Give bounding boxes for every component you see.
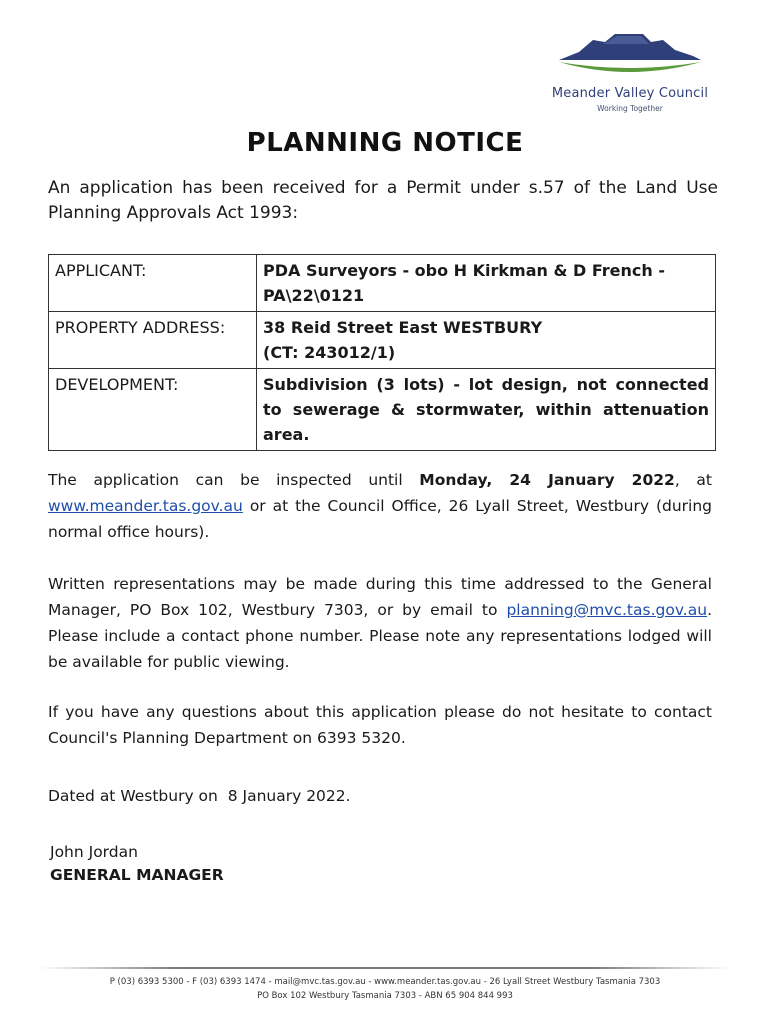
representations-suffix: . Please include a contact phone number. Please note any representations lodged will be available for public viewing. (48, 601, 712, 671)
applicant-value: PDA Surveyors - obo H Kirkman & D French - PA\22\0121 (257, 255, 716, 312)
email-link[interactable]: planning@mvc.tas.gov.au (506, 601, 708, 619)
council-tagline: Working Together (597, 104, 663, 113)
inspection-date: Monday, 24 January 2022 (419, 471, 675, 489)
mountain-logo-icon (557, 30, 703, 86)
inspection-prefix: The application can be inspected until (48, 471, 420, 489)
development-row (49, 369, 716, 451)
questions-paragraph: If you have any questions about this application please do not hesitate to contact Council's Planning Department on 6393 5320. (48, 703, 712, 747)
intro-paragraph: An application has been received for a Permit under s.57 of the Land Use Planning Approvals Act 1993: (48, 178, 718, 223)
applicant-label: APPLICANT: (49, 255, 257, 312)
website-link[interactable]: www.meander.tas.gov.au (48, 497, 243, 515)
footer-divider (40, 967, 730, 969)
council-logo (545, 30, 715, 120)
development-value: Subdivision (3 lots) - lot design, not connected to sewerage & stormwater, within attenuation area. (257, 369, 716, 451)
inspection-paragraph (48, 467, 712, 545)
application-details-table (48, 254, 716, 451)
footer-contact-line: P (03) 6393 5300 - F (03) 6393 1474 - mail@mvc.tas.gov.au - www.meander.tas.gov.au - 26 Lyall Street Westbury Tasmania 7303 (109, 977, 661, 987)
address-value (257, 312, 716, 369)
address-label: PROPERTY ADDRESS: (49, 312, 257, 369)
address-street: 38 Reid Street East WESTBURY (263, 318, 543, 337)
council-name: Meander Valley Council (551, 86, 709, 101)
inspection-middle: , at (674, 471, 712, 489)
inspection-suffix: or at the Council Office, 26 Lyall Street, Westbury (during normal office hours). (48, 497, 712, 541)
representations-paragraph (48, 571, 712, 675)
address-row (49, 312, 716, 369)
applicant-row (49, 255, 716, 312)
address-title-ref: (CT: 243012/1) (263, 343, 396, 362)
representations-prefix: Written representations may be made during this time addressed to the General Manager, PO Box 102, Westbury 7303, or by email to (48, 575, 712, 619)
signatory-name: John Jordan (50, 843, 138, 861)
signatory-title: GENERAL MANAGER (50, 866, 224, 884)
dated-line: Dated at Westbury on 8 January 2022. (48, 787, 351, 805)
development-label: DEVELOPMENT: (49, 369, 257, 451)
notice-title: PLANNING NOTICE (246, 128, 524, 158)
footer-address-line: PO Box 102 Westbury Tasmania 7303 - ABN 65 904 844 993 (257, 991, 513, 1001)
